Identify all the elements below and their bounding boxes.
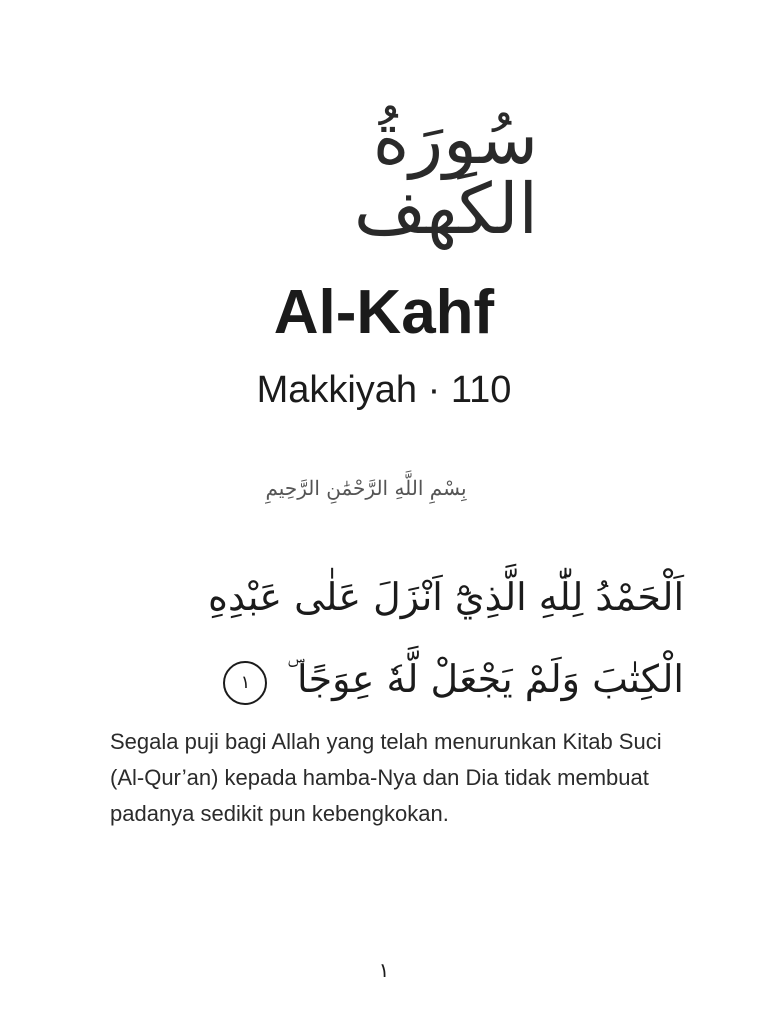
surah-calligraphy-title: سُورَةُ الكَهف xyxy=(353,98,538,250)
ayah-translation: Segala puji bagi Allah yang telah menurunkan Kitab Suci (Al-Qur’an) kepada hamba-Nya dan Dia tidak membuat padanya sedikit pun kebengkokan. xyxy=(110,729,662,826)
basmala: بِسْمِ اللَّهِ الرَّحْمَٰنِ الرَّحِيمِ xyxy=(265,476,467,500)
page-number: ١ xyxy=(378,958,390,982)
surah-name: Al-Kahf xyxy=(273,278,495,347)
surah-meta: Makkiyah · 110 xyxy=(256,369,512,411)
ayah-arabic: اَلْحَمْدُ لِلّٰهِ الَّذِيْٓ اَنْزَلَ عَلٰى عَبْدِهِ الْكِتٰبَ وَلَمْ يَجْعَلْ لَّهٗ عِوَجًا ۜ xyxy=(208,575,684,701)
ayah-arabic-text xyxy=(112,556,684,720)
ayah-number-marker: ١ xyxy=(223,661,267,705)
